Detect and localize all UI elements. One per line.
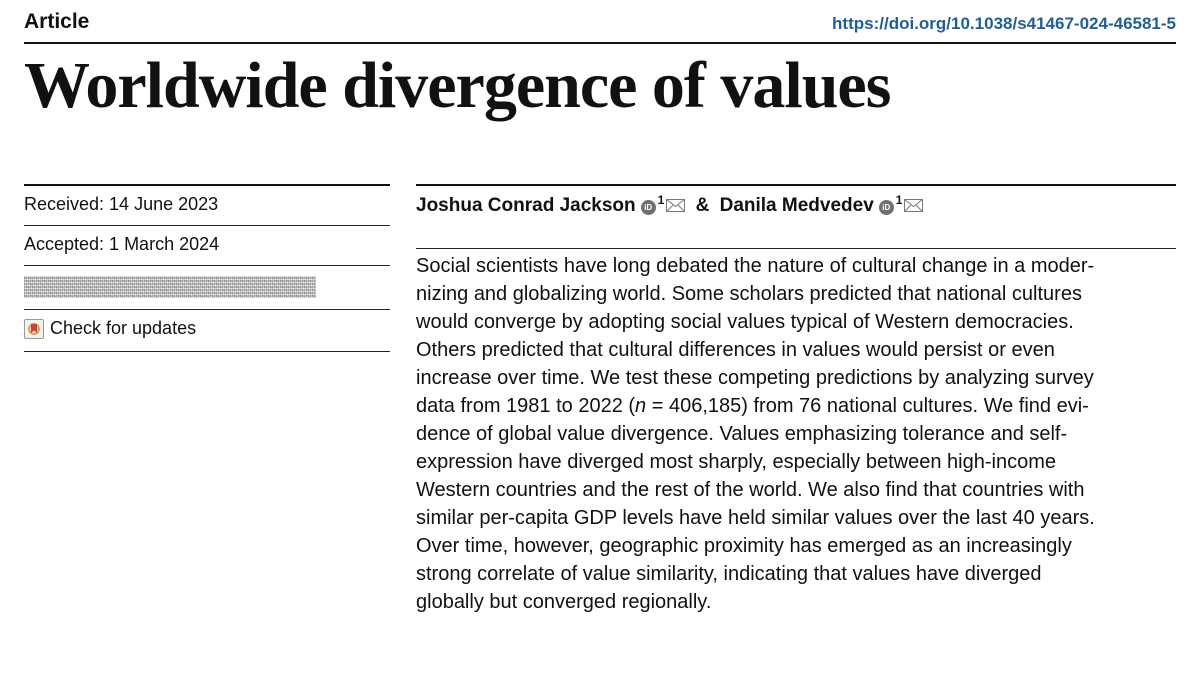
abstract-line: dence of global value divergence. Values emphasizing tolerance and self- (416, 423, 1068, 445)
author-list (416, 186, 1176, 248)
orcid-icon[interactable]: iD (879, 200, 894, 215)
doi-link[interactable]: https://doi.org/10.1038/s41467-024-46581-5 (832, 14, 1176, 33)
abstract-line (416, 392, 1176, 420)
author-separator: & (695, 195, 710, 216)
abstract-line: expression have diverged most sharply, especially between high-income (416, 451, 1056, 473)
affiliation-marker: 1 (657, 193, 665, 207)
article-header (24, 6, 1176, 42)
sample-size-symbol: n (635, 395, 647, 417)
author-name[interactable]: Joshua Conrad Jackson (416, 195, 636, 216)
paper-title: Worldwide divergence of values (24, 49, 891, 122)
orcid-icon[interactable]: iD (641, 200, 656, 215)
abstract-line: would converge by adopting social values typical of Western democracies. (416, 311, 1074, 333)
crossmark-icon (24, 319, 44, 339)
mail-icon[interactable] (666, 196, 685, 209)
abstract-line: increase over time. We test these competing predictions by analyzing survey (416, 367, 1094, 389)
abstract-line: Western countries and the rest of the world. We also find that countries with (416, 479, 1085, 501)
header-divider (24, 42, 1176, 44)
abstract-text: = 406,185) from 76 national cultures. We find evi- (646, 395, 1089, 417)
abstract-line: strong correlate of value similarity, indicating that values have diverged (416, 563, 1042, 585)
redacted-text-block (24, 276, 316, 298)
affiliation-marker: 1 (895, 193, 903, 207)
mail-icon[interactable] (904, 196, 923, 209)
abstract-line: nizing and globalizing world. Some scholars predicted that national cultures (416, 283, 1082, 305)
accepted-date: Accepted: 1 March 2024 (24, 226, 390, 266)
abstract-line: similar per-capita GDP levels have held similar values over the last 40 years. (416, 507, 1095, 529)
author-name[interactable]: Danila Medvedev (719, 195, 874, 216)
abstract-line: Others predicted that cultural differences in values would persist or even (416, 339, 1055, 361)
article-meta-panel (24, 184, 390, 352)
article-type-label: Article (24, 10, 90, 33)
article-main-panel (416, 184, 1176, 616)
received-date: Received: 14 June 2023 (24, 186, 390, 226)
abstract-line: Over time, however, geographic proximity has emerged as an increasingly (416, 535, 1072, 557)
abstract-text: data from 1981 to 2022 ( (416, 395, 636, 417)
abstract-line: Social scientists have long debated the nature of cultural change in a moder- (416, 255, 1095, 277)
abstract-line: globally but converged regionally. (416, 591, 712, 613)
redacted-row (24, 266, 390, 310)
check-for-updates-label: Check for updates (50, 318, 197, 338)
check-for-updates-button[interactable] (24, 310, 390, 352)
abstract (416, 249, 1176, 616)
